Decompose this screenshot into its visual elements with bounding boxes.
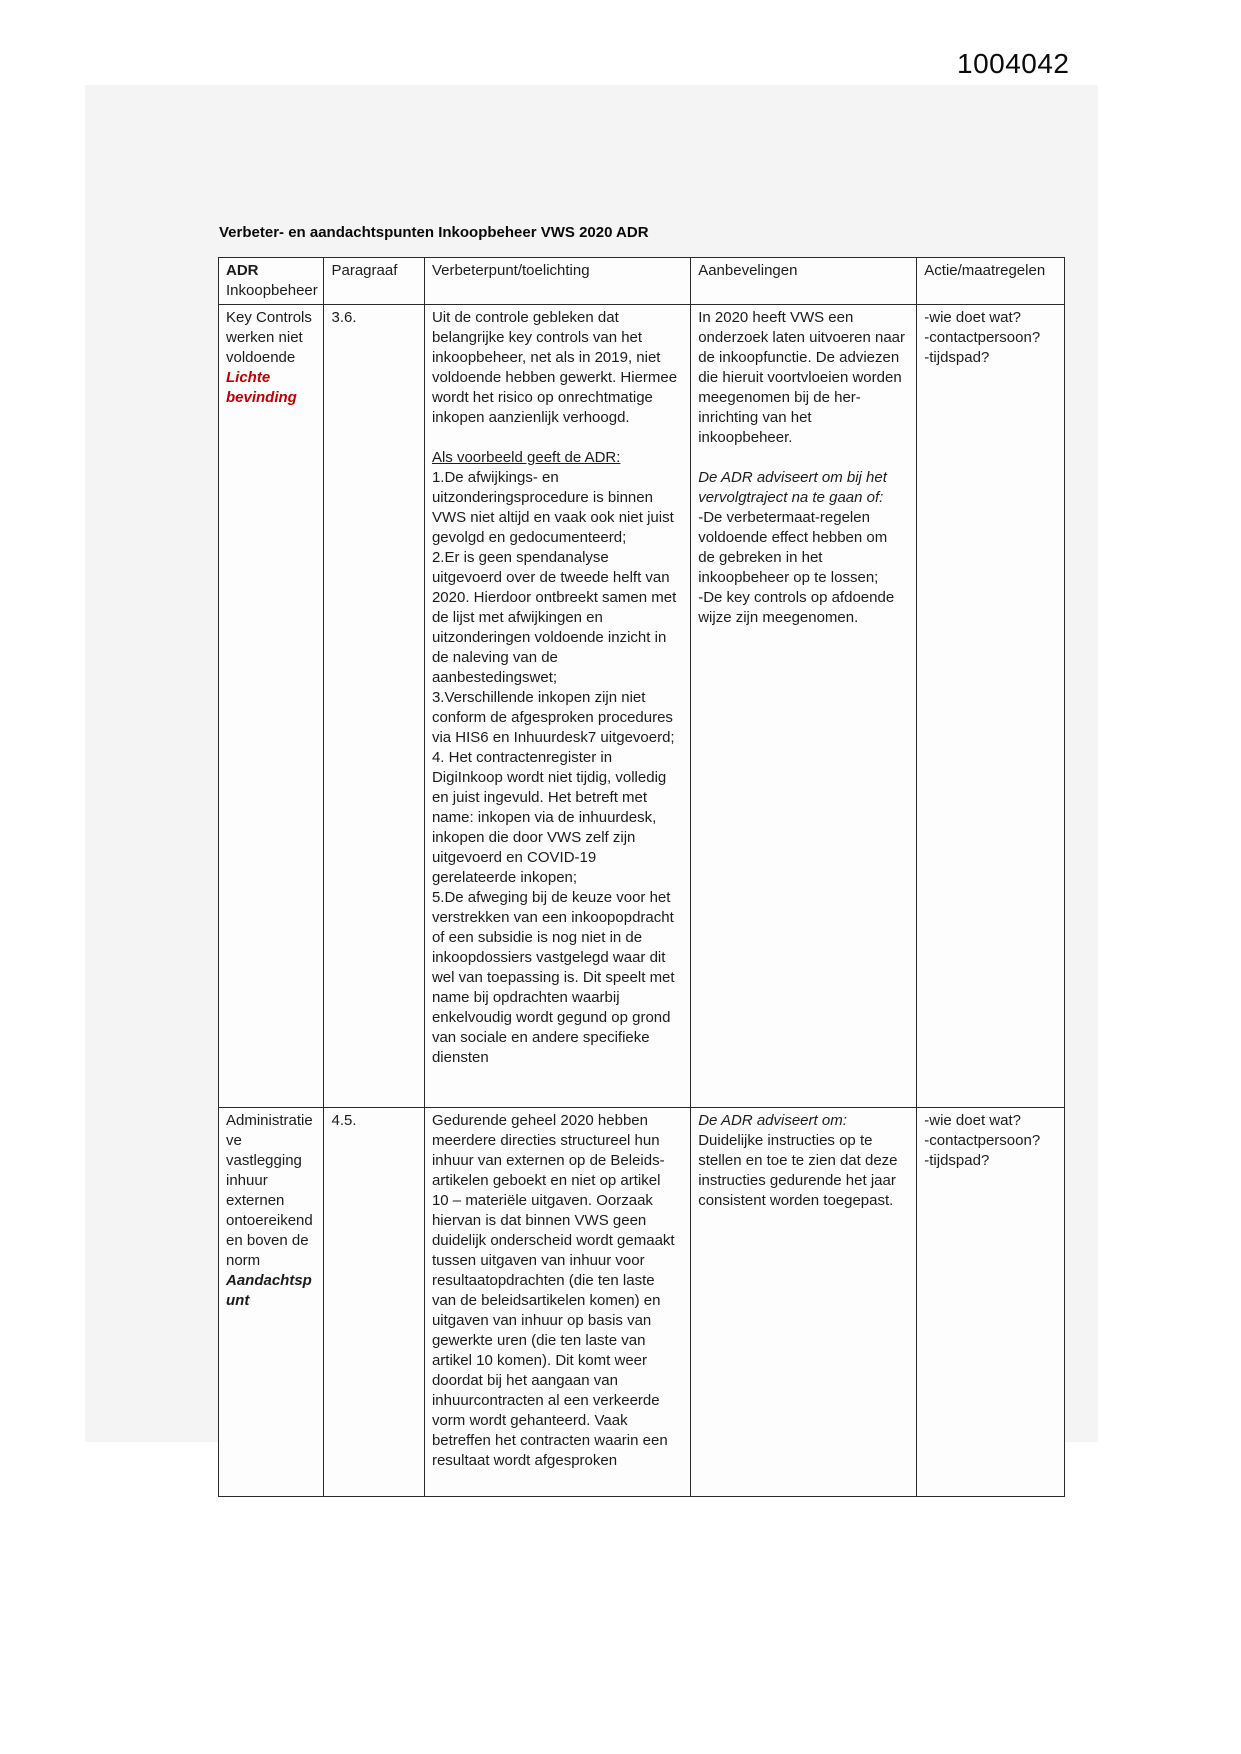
col-header-actie: Actie/maatregelen <box>917 258 1065 305</box>
actie-item-contactpersoon: -contactpersoon? <box>924 329 1041 346</box>
col-header-adr-line2: Inkoopbeheer <box>226 282 318 299</box>
advies-heading-row2: De ADR adviseert om: <box>698 1112 847 1129</box>
cell-paragraaf-row2: 4.5. <box>324 1108 424 1497</box>
cell-paragraaf-row1: 3.6. <box>324 305 424 1108</box>
cell-verbeterpunt-row1 <box>424 305 690 1108</box>
page-title: Verbeter- en aandachtspunten Inkoopbeheer VWS 2020 ADR <box>219 224 649 241</box>
cell-verbeterpunt-row2 <box>424 1108 690 1497</box>
verbeterpunt-intro: Uit de controle gebleken dat belangrijke key controls van het inkoopbeheer, net als in 2019, niet voldoende hebben gewerkt. Hiermee wordt het risico op onrechtmatige inkopen aanzienlijk verhoogd. <box>431 309 678 426</box>
aanbeveling-text: Duidelijke instructies op te stellen en toe te zien dat deze instructies gedurende het jaar consistent worden toegepast. <box>698 1132 898 1209</box>
actie-item-contactpersoon: -contactpersoon? <box>924 1132 1041 1149</box>
actie-item-wie: -wie doet wat? <box>924 1112 1021 1129</box>
col-header-adr <box>219 258 324 305</box>
cell-acties-row2 <box>917 1108 1065 1497</box>
verbeterpunt-item-3: 3.Verschillende inkopen zijn niet conform de afgesproken procedures via HIS6 en Inhuurdesk7 uitgevoerd; <box>431 689 675 746</box>
finding-label-lichte-bevinding: Lichte bevinding <box>226 369 297 406</box>
verbeterpunt-item-1: 1.De afwijkings- en uitzonderingsprocedure is binnen VWS niet altijd en vaak ook niet juist gevolgd en gedocumenteerd; <box>431 469 674 546</box>
col-header-aanbevelingen: Aanbevelingen <box>691 258 917 305</box>
aanbevelingen-intro: In 2020 heeft VWS een onderzoek laten uitvoeren naar de inkoopfunctie. De adviezen die hieruit voortvloeien worden meegenomen bij de her-inrichting van het inkoopbeheer. <box>698 309 906 446</box>
verbeterpunt-item-2: 2.Er is geen spendanalyse uitgevoerd over de tweede helft van 2020. Hierdoor ontbreekt samen met de lijst met afwijkingen en uitzonderingen voldoende inzicht in de naleving van de aanbestedingswet; <box>431 549 677 686</box>
cell-aanbevelingen-row1 <box>691 305 917 1108</box>
actie-item-wie: -wie doet wat? <box>924 309 1021 326</box>
cell-acties-row1 <box>917 305 1065 1108</box>
doc-number: 1004042 <box>957 48 1070 79</box>
aanbeveling-item-2: -De key controls op afdoende wijze zijn meegenomen. <box>698 589 895 626</box>
aanbeveling-item-1: -De verbetermaat-regelen voldoende effect hebben om de gebreken in het inkoopbeheer op te lossen; <box>698 509 888 586</box>
cell-adr-row2 <box>219 1108 324 1497</box>
actie-item-tijdspad: -tijdspad? <box>924 1152 990 1169</box>
adr-topic-text: Administratieve vastlegging inhuur externen ontoereikend en boven de norm <box>226 1112 313 1269</box>
finding-label-aandachtspunt: Aandachtspunt <box>226 1272 312 1309</box>
cell-adr-row1 <box>219 305 324 1108</box>
cell-aanbevelingen-row2 <box>691 1108 917 1497</box>
verbeterpunt-item-5: 5.De afweging bij de keuze voor het verstrekken van een inkoopopdracht of een subsidie is nog niet in de inkoopdossiers vastgelegd waar dit wel van toepassing is. Dit speelt met name bij opdrachten waarbij enkelvoudig wordt gegund op grond van sociale en andere specifieke diensten <box>431 889 675 1066</box>
col-header-verbeterpunt: Verbeterpunt/toelichting <box>424 258 690 305</box>
table-row-administratieve-vastlegging <box>219 1108 1065 1497</box>
adr-topic-text: Key Controls werken niet voldoende <box>226 309 312 366</box>
advies-heading-row1: De ADR adviseert om bij het vervolgtraject na te gaan of: <box>698 469 887 506</box>
col-header-adr-line1: ADR <box>226 262 259 279</box>
voorbeeld-heading: Als voorbeeld geeft de ADR: <box>431 449 621 466</box>
findings-table <box>218 257 1065 1497</box>
col-header-paragraaf: Paragraaf <box>324 258 424 305</box>
verbeterpunt-intro: Gedurende geheel 2020 hebben meerdere directies structureel hun inhuur van externen op de Beleids-artikelen geboekt en niet op artikel 10 – materiële uitgaven. Oorzaak hiervan is dat binnen VWS geen duidelijk onderscheid wordt gemaakt tussen uitgaven van inhuur voor resultaatopdrachten (die ten laste van de beleidsartikelen komen) en uitgaven van inhuur op basis van gewerkte uren (die ten laste van artikel 10 komen). Dit komt weer doordat bij het aangaan van inhuurcontracten al een verkeerde vorm wordt gehanteerd. Vaak betreffen het contracten waarin een resultaat wordt afgesproken <box>431 1112 675 1469</box>
table-row-key-controls <box>219 305 1065 1108</box>
header-row <box>219 258 1065 305</box>
actie-item-tijdspad: -tijdspad? <box>924 349 990 366</box>
verbeterpunt-item-4: 4. Het contractenregister in DigiInkoop wordt niet tijdig, volledig en juist ingevuld. Het betreft met name: inkopen via de inhuurdesk, inkopen die door VWS zelf zijn uitgevoerd en COVID-19 gerelateerde inkopen; <box>431 749 667 886</box>
